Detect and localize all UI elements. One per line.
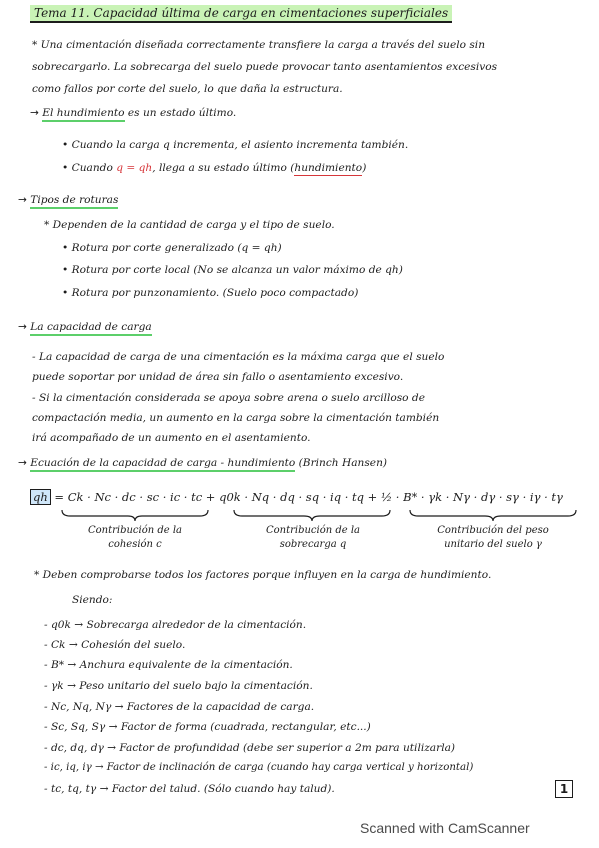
caption-sobrecarga [238,524,388,551]
caption-cohesion [65,524,205,551]
factores-note: * Deben comprobarse todos los factores porque influyen en la carga de hundimiento. [34,569,492,581]
brace-peso-unitario [408,508,578,522]
definition-item: - Sc, Sq, Sγ → Factor de forma (cuadrada, rectangular, etc...) [44,721,371,733]
bullet2-text-b: , llega a su estado último ( [152,162,295,174]
caption-peso-unitario [412,524,574,551]
definition-item: - tc, tq, tγ → Factor del talud. (Sólo cuando hay talud). [44,783,335,795]
brace-cohesion [60,508,210,522]
rotura-item-2: • Rotura por corte local (No se alcanza un valor máximo de qh) [62,264,403,276]
capacidad-heading-text: La capacidad de carga [30,321,151,336]
formula-lhs-qh: qh [30,489,51,505]
brinch-hansen-formula [30,490,563,504]
intro-line-2: sobrecargarlo. La sobrecarga del suelo puede provocar tanto asentamientos excesivos [32,61,498,73]
ecuacion-heading-text: Ecuación de la capacidad de carga - hundimiento [30,457,295,472]
intro-line-3: como fallos por corte del suelo, lo que daña la estructura. [32,83,343,95]
hundimiento-bullet-1: • Cuando la carga q incrementa, el asiento incrementa también. [62,139,409,151]
brace-sobrecarga [232,508,392,522]
caption-peso-line2: unitario del suelo γ [444,538,542,550]
capacidad-heading [18,322,152,333]
hundimiento-heading [30,108,236,119]
hundimiento-bullet-2 [62,163,366,174]
definition-item: - Ck → Cohesión del suelo. [44,639,186,651]
camscanner-watermark: Scanned with CamScanner [360,820,530,836]
roturas-heading-text: Tipos de roturas [30,194,118,209]
caption-peso-line1: Contribución del peso [437,525,549,536]
definition-item: - q0k → Sobrecarga alrededor de la cimentación. [44,619,307,631]
arrow-right-icon: → [18,194,31,206]
rotura-item-3: • Rotura por punzonamiento. (Suelo poco compactado) [62,287,359,299]
formula-rhs: = Ck · Nc · dc · sc · ic · tc + q0k · Nq · dq · sq · iq · tq + ½ · B* · γk · Nγ · dγ · sγ · iγ · tγ [50,490,563,504]
hundimiento-heading-rest: es un estado último. [124,107,237,119]
rotura-item-1: • Rotura por corte generalizado (q = qh) [62,242,282,254]
definition-item: - B* → Anchura equivalente de la cimentación. [44,659,293,671]
hundimiento-heading-underlined: El hundimiento [42,107,124,122]
capacidad-line-2: puede soportar por unidad de área sin fallo o asentamiento excesivo. [32,371,404,383]
bullet2-q-equals-qh: q = qh [116,162,153,174]
page-title: Tema 11. Capacidad última de carga en cimentaciones superficiales [30,5,452,23]
arrow-right-icon: → [18,457,31,469]
bullet2-hundimiento-word: hundimiento [294,162,363,174]
capacidad-line-1: - La capacidad de carga de una cimentación es la máxima carga que el suelo [32,351,445,363]
roturas-note: * Dependen de la cantidad de carga y el tipo de suelo. [44,219,335,231]
intro-line-1: * Una cimentación diseñada correctamente transfiere la carga a través del suelo sin [32,39,486,51]
bullet2-text-c: ) [362,162,367,174]
ecuacion-heading-suffix: (Brinch Hansen) [295,457,388,469]
caption-sobrecarga-line2: sobrecarga q [279,538,347,550]
arrow-right-icon: → [30,107,43,119]
caption-cohesion-line2: cohesión c [108,538,162,550]
definition-item: - ic, iq, iγ → Factor de inclinación de carga (cuando hay carga vertical y horizontal) [44,762,474,773]
caption-cohesion-line1: Contribución de la [87,525,183,536]
ecuacion-heading [18,458,387,469]
definition-item: - dc, dq, dγ → Factor de profundidad (debe ser superior a 2m para utilizarla) [44,742,456,754]
capacidad-line-4: compactación media, un aumento en la carga sobre la cimentación también [32,412,440,424]
caption-sobrecarga-line1: Contribución de la [265,525,361,536]
page-number: 1 [555,780,573,798]
definition-item: - γk → Peso unitario del suelo bajo la cimentación. [44,680,313,692]
siendo-label: Siendo: [72,594,113,606]
capacidad-line-5: irá acompañado de un aumento en el asentamiento. [32,432,311,444]
arrow-right-icon: → [18,321,31,333]
roturas-heading [18,195,118,206]
bullet2-text-a: • Cuando [62,162,117,174]
capacidad-line-3: - Si la cimentación considerada se apoya sobre arena o suelo arcilloso de [32,392,425,404]
definition-item: - Nc, Nq, Nγ → Factores de la capacidad de carga. [44,701,315,713]
